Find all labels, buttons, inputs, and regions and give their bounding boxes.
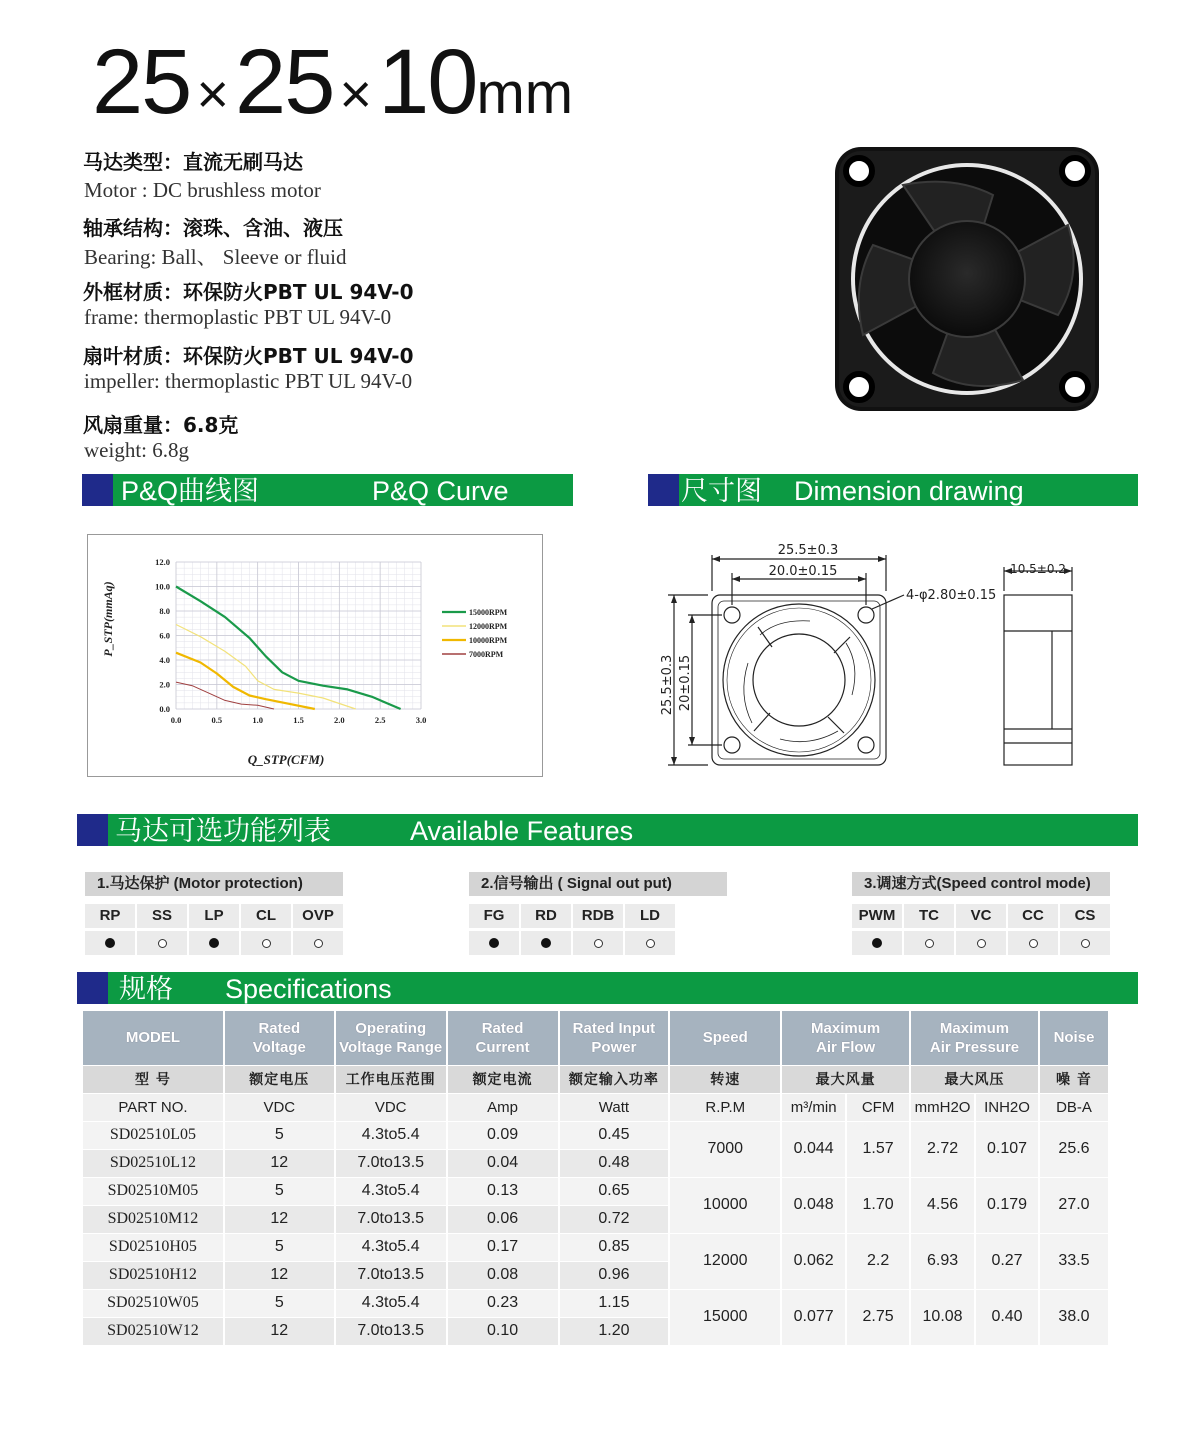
dim-outer-height: 25.5±0.3 [660, 654, 675, 716]
feature-vc-indicator [956, 931, 1006, 955]
section-features-title-cn: 马达可选功能列表 [115, 816, 331, 846]
rated-power-cell: 1.20 [559, 1317, 670, 1345]
y-tick-label: 0.0 [159, 704, 170, 714]
pq-xlabel: Q_STP(CFM) [247, 752, 325, 767]
pressure-inh2o-cell: 0.27 [975, 1233, 1039, 1289]
voltage-range-cell: 7.0to13.5 [335, 1149, 447, 1177]
col-header-rated-power: Rated Input Power [559, 1011, 670, 1065]
section-dimension [648, 474, 1138, 506]
product-title [92, 30, 573, 135]
empty-dot-icon [977, 939, 986, 948]
spec-motor-en: Motor : DC brushless motor [84, 178, 321, 202]
col-header-cn: 最大风量 [781, 1065, 910, 1093]
rated-voltage-cell: 5 [224, 1177, 335, 1205]
voltage-range-cell: 4.3to5.4 [335, 1121, 447, 1149]
y-tick-label: 6.0 [159, 630, 170, 641]
pressure-mmh2o-cell: 10.08 [910, 1289, 975, 1345]
col-header-cn: 噪 音 [1039, 1065, 1109, 1093]
feature-fg: FG [469, 904, 519, 928]
model-cell: SD02510M05 [83, 1177, 224, 1205]
unit-cell: Amp [447, 1093, 559, 1121]
model-cell: SD02510L12 [83, 1149, 224, 1177]
section-marker [77, 972, 108, 1004]
x-tick-label: 0.0 [170, 715, 182, 725]
feature-group-speed-control [852, 872, 1110, 958]
dim-inner-height: 20±0.15 [678, 654, 693, 712]
feature-cs-indicator [1060, 931, 1110, 955]
voltage-range-cell: 4.3to5.4 [335, 1233, 447, 1261]
col-header-noise: Noise [1039, 1011, 1109, 1065]
feature-cc: CC [1008, 904, 1058, 928]
model-cell: SD02510W12 [83, 1317, 224, 1345]
feature-tc-indicator [904, 931, 954, 955]
feature-ovp: OVP [293, 904, 343, 928]
model-cell: SD02510H05 [83, 1233, 224, 1261]
y-tick-label: 12.0 [155, 557, 170, 567]
table-header-cn-row [83, 1065, 1109, 1093]
empty-dot-icon [594, 939, 603, 948]
rated-voltage-cell: 5 [224, 1233, 335, 1261]
spec-frame-cn: 外框材质：环保防火PBT UL 94V-0 [83, 280, 414, 304]
pq-ylabel: P_STP(mmAq) [101, 581, 115, 657]
col-header-cn: 型 号 [83, 1065, 224, 1093]
table-header-row [83, 1011, 1109, 1065]
feature-cl-indicator [241, 931, 291, 955]
airflow-m3-cell: 0.044 [781, 1121, 846, 1177]
empty-dot-icon [158, 939, 167, 948]
noise-cell: 38.0 [1039, 1289, 1109, 1345]
title-times-1: × [196, 62, 230, 125]
unit-cell: R.P.M [669, 1093, 781, 1121]
feature-tc: TC [904, 904, 954, 928]
rated-voltage-cell: 12 [224, 1261, 335, 1289]
feature-group-signal-output [469, 872, 727, 958]
y-tick-label: 8.0 [159, 606, 170, 616]
feature-rd: RD [521, 904, 571, 928]
feature-cc-indicator [1008, 931, 1058, 955]
feature-group-motor-protection [85, 872, 343, 958]
rated-current-cell: 0.10 [447, 1317, 559, 1345]
rated-power-cell: 0.45 [559, 1121, 670, 1149]
filled-dot-icon [489, 938, 499, 948]
empty-dot-icon [646, 939, 655, 948]
fan-photo [833, 145, 1101, 413]
spec-weight-en: weight: 6.8g [84, 438, 189, 462]
spec-impeller-en: impeller: thermoplastic PBT UL 94V-0 [84, 369, 413, 393]
rated-power-cell: 0.85 [559, 1233, 670, 1261]
rated-voltage-cell: 5 [224, 1289, 335, 1317]
section-pq-title-cn: P&Q曲线图 [121, 476, 260, 506]
rated-power-cell: 0.65 [559, 1177, 670, 1205]
rated-power-cell: 1.15 [559, 1289, 670, 1317]
airflow-m3-cell: 0.048 [781, 1177, 846, 1233]
section-specifications [77, 972, 1138, 1004]
col-header-speed: Speed [669, 1011, 781, 1065]
pressure-inh2o-cell: 0.40 [975, 1289, 1039, 1345]
x-tick-label: 1.5 [293, 715, 304, 725]
unit-cell: CFM [846, 1093, 910, 1121]
x-tick-label: 2.0 [334, 715, 345, 725]
airflow-cfm-cell: 2.2 [846, 1233, 910, 1289]
pq-chart [87, 534, 543, 777]
section-spec-title-en: Specifications [225, 974, 392, 1004]
rated-current-cell: 0.23 [447, 1289, 559, 1317]
feature-group-title: 3.调速方式(Speed control mode) [852, 872, 1110, 896]
filled-dot-icon [105, 938, 115, 948]
rated-power-cell: 0.72 [559, 1205, 670, 1233]
legend-label: 7000RPM [469, 650, 504, 659]
unit-cell: m³/min [781, 1093, 846, 1121]
feature-rp-indicator [85, 931, 135, 955]
voltage-range-cell: 4.3to5.4 [335, 1177, 447, 1205]
spec-bearing-cn: 轴承结构：滚珠、含油、液压 [83, 216, 343, 240]
col-header-cn: 转速 [669, 1065, 781, 1093]
unit-cell: DB-A [1039, 1093, 1109, 1121]
x-tick-label: 0.5 [211, 715, 223, 725]
col-header-cn: 额定输入功率 [559, 1065, 670, 1093]
filled-dot-icon [209, 938, 219, 948]
feature-ss-indicator [137, 931, 187, 955]
rated-power-cell: 0.96 [559, 1261, 670, 1289]
feature-pwm-indicator [852, 931, 902, 955]
table-row [83, 1121, 1109, 1149]
noise-cell: 25.6 [1039, 1121, 1109, 1177]
feature-group-title: 2.信号输出 ( Signal out put) [469, 872, 727, 896]
section-marker [82, 474, 113, 506]
section-marker [648, 474, 679, 506]
rated-current-cell: 0.13 [447, 1177, 559, 1205]
empty-dot-icon [1081, 939, 1090, 948]
rated-current-cell: 0.09 [447, 1121, 559, 1149]
title-dim-1: 25 [92, 31, 191, 133]
table-row [83, 1233, 1109, 1261]
y-tick-label: 4.0 [159, 655, 170, 665]
title-times-2: × [339, 62, 373, 125]
rated-voltage-cell: 12 [224, 1317, 335, 1345]
model-cell: SD02510M12 [83, 1205, 224, 1233]
feature-lp-indicator [189, 931, 239, 955]
empty-dot-icon [1029, 939, 1038, 948]
title-dim-3: 10 [378, 31, 477, 133]
x-tick-label: 3.0 [415, 715, 427, 725]
dim-thickness: 10.5±0.2 [1010, 562, 1066, 576]
empty-dot-icon [314, 939, 323, 948]
section-pq-curve [82, 474, 573, 506]
empty-dot-icon [925, 939, 934, 948]
y-tick-label: 10.0 [155, 581, 170, 592]
feature-pwm: PWM [852, 904, 902, 928]
feature-cl: CL [241, 904, 291, 928]
unit-cell: INH2O [975, 1093, 1039, 1121]
model-cell: SD02510H12 [83, 1261, 224, 1289]
voltage-range-cell: 7.0to13.5 [335, 1317, 447, 1345]
dim-inner-width: 20.0±0.15 [768, 564, 838, 579]
airflow-m3-cell: 0.077 [781, 1289, 846, 1345]
feature-ld: LD [625, 904, 675, 928]
col-header-cn: 额定电流 [447, 1065, 559, 1093]
pq-chart-svg [88, 535, 542, 776]
pressure-mmh2o-cell: 4.56 [910, 1177, 975, 1233]
speed-cell: 12000 [669, 1233, 781, 1289]
unit-cell: VDC [335, 1093, 447, 1121]
empty-dot-icon [262, 939, 271, 948]
rated-voltage-cell: 12 [224, 1205, 335, 1233]
voltage-range-cell: 7.0to13.5 [335, 1205, 447, 1233]
feature-rdb: RDB [573, 904, 623, 928]
rated-current-cell: 0.08 [447, 1261, 559, 1289]
spec-weight-cn: 风扇重量：6.8克 [83, 413, 239, 437]
feature-rp: RP [85, 904, 135, 928]
spec-motor-cn: 马达类型：直流无刷马达 [83, 150, 303, 174]
feature-fg-indicator [469, 931, 519, 955]
col-header-cn: 工作电压范围 [335, 1065, 447, 1093]
filled-dot-icon [541, 938, 551, 948]
spec-table [83, 1011, 1110, 1346]
spec-impeller-cn: 扇叶材质：环保防火PBT UL 94V-0 [83, 344, 414, 368]
rated-current-cell: 0.06 [447, 1205, 559, 1233]
section-dim-title-en: Dimension drawing [794, 476, 1024, 506]
spec-bearing-en: Bearing: Ball、 Sleeve or fluid [84, 245, 347, 269]
table-row [83, 1289, 1109, 1317]
section-marker [77, 814, 108, 846]
legend-label: 10000RPM [469, 636, 508, 645]
feature-ss: SS [137, 904, 187, 928]
feature-rdb-indicator [573, 931, 623, 955]
legend-label: 12000RPM [469, 622, 508, 631]
filled-dot-icon [872, 938, 882, 948]
spec-frame-en: frame: thermoplastic PBT UL 94V-0 [84, 305, 392, 329]
x-tick-label: 1.0 [252, 715, 263, 725]
col-header-model: MODEL [83, 1011, 224, 1065]
airflow-cfm-cell: 1.57 [846, 1121, 910, 1177]
noise-cell: 27.0 [1039, 1177, 1109, 1233]
feature-vc: VC [956, 904, 1006, 928]
model-cell: SD02510W05 [83, 1289, 224, 1317]
feature-group-title: 1.马达保护 (Motor protection) [85, 872, 343, 896]
unit-cell: PART NO. [83, 1093, 224, 1121]
y-tick-label: 2.0 [159, 679, 170, 690]
feature-cs: CS [1060, 904, 1110, 928]
speed-cell: 15000 [669, 1289, 781, 1345]
table-units-row [83, 1093, 1109, 1121]
speed-cell: 10000 [669, 1177, 781, 1233]
airflow-m3-cell: 0.062 [781, 1233, 846, 1289]
rated-voltage-cell: 5 [224, 1121, 335, 1149]
section-pq-title-en: P&Q Curve [372, 476, 509, 506]
rated-voltage-cell: 12 [224, 1149, 335, 1177]
pressure-mmh2o-cell: 2.72 [910, 1121, 975, 1177]
noise-cell: 33.5 [1039, 1233, 1109, 1289]
section-features [77, 814, 1138, 846]
col-header-air-flow: Maximum Air Flow [781, 1011, 910, 1065]
dimension-drawing [660, 535, 1100, 775]
col-header-rated-voltage: Rated Voltage [224, 1011, 335, 1065]
pressure-inh2o-cell: 0.179 [975, 1177, 1039, 1233]
x-tick-label: 2.5 [374, 715, 386, 725]
col-header-rated-current: Rated Current [447, 1011, 559, 1065]
voltage-range-cell: 4.3to5.4 [335, 1289, 447, 1317]
col-header-air-pressure: Maximum Air Pressure [910, 1011, 1039, 1065]
pressure-mmh2o-cell: 6.93 [910, 1233, 975, 1289]
unit-cell: mmH2O [910, 1093, 975, 1121]
airflow-cfm-cell: 2.75 [846, 1289, 910, 1345]
col-header-cn: 最大风压 [910, 1065, 1039, 1093]
feature-ovp-indicator [293, 931, 343, 955]
airflow-cfm-cell: 1.70 [846, 1177, 910, 1233]
dim-hole: 4-φ2.80±0.15 [906, 588, 997, 603]
table-row [83, 1177, 1109, 1205]
legend-label: 15000RPM [469, 608, 508, 617]
section-spec-title-cn: 规格 [119, 974, 173, 1004]
title-dim-2: 25 [235, 31, 334, 133]
col-header-cn: 额定电压 [224, 1065, 335, 1093]
model-cell: SD02510L05 [83, 1121, 224, 1149]
pressure-inh2o-cell: 0.107 [975, 1121, 1039, 1177]
title-unit: mm [476, 61, 574, 126]
series-line-10000RPM [176, 653, 315, 709]
speed-cell: 7000 [669, 1121, 781, 1177]
rated-power-cell: 0.48 [559, 1149, 670, 1177]
rated-current-cell: 0.17 [447, 1233, 559, 1261]
feature-rd-indicator [521, 931, 571, 955]
voltage-range-cell: 7.0to13.5 [335, 1261, 447, 1289]
dim-outer-width: 25.5±0.3 [777, 543, 839, 558]
unit-cell: Watt [559, 1093, 670, 1121]
section-dim-title-cn: 尺寸图 [681, 476, 762, 506]
col-header-operating-voltage: Operating Voltage Range [335, 1011, 447, 1065]
unit-cell: VDC [224, 1093, 335, 1121]
section-features-title-en: Available Features [410, 816, 634, 846]
rated-current-cell: 0.04 [447, 1149, 559, 1177]
feature-lp: LP [189, 904, 239, 928]
feature-ld-indicator [625, 931, 675, 955]
